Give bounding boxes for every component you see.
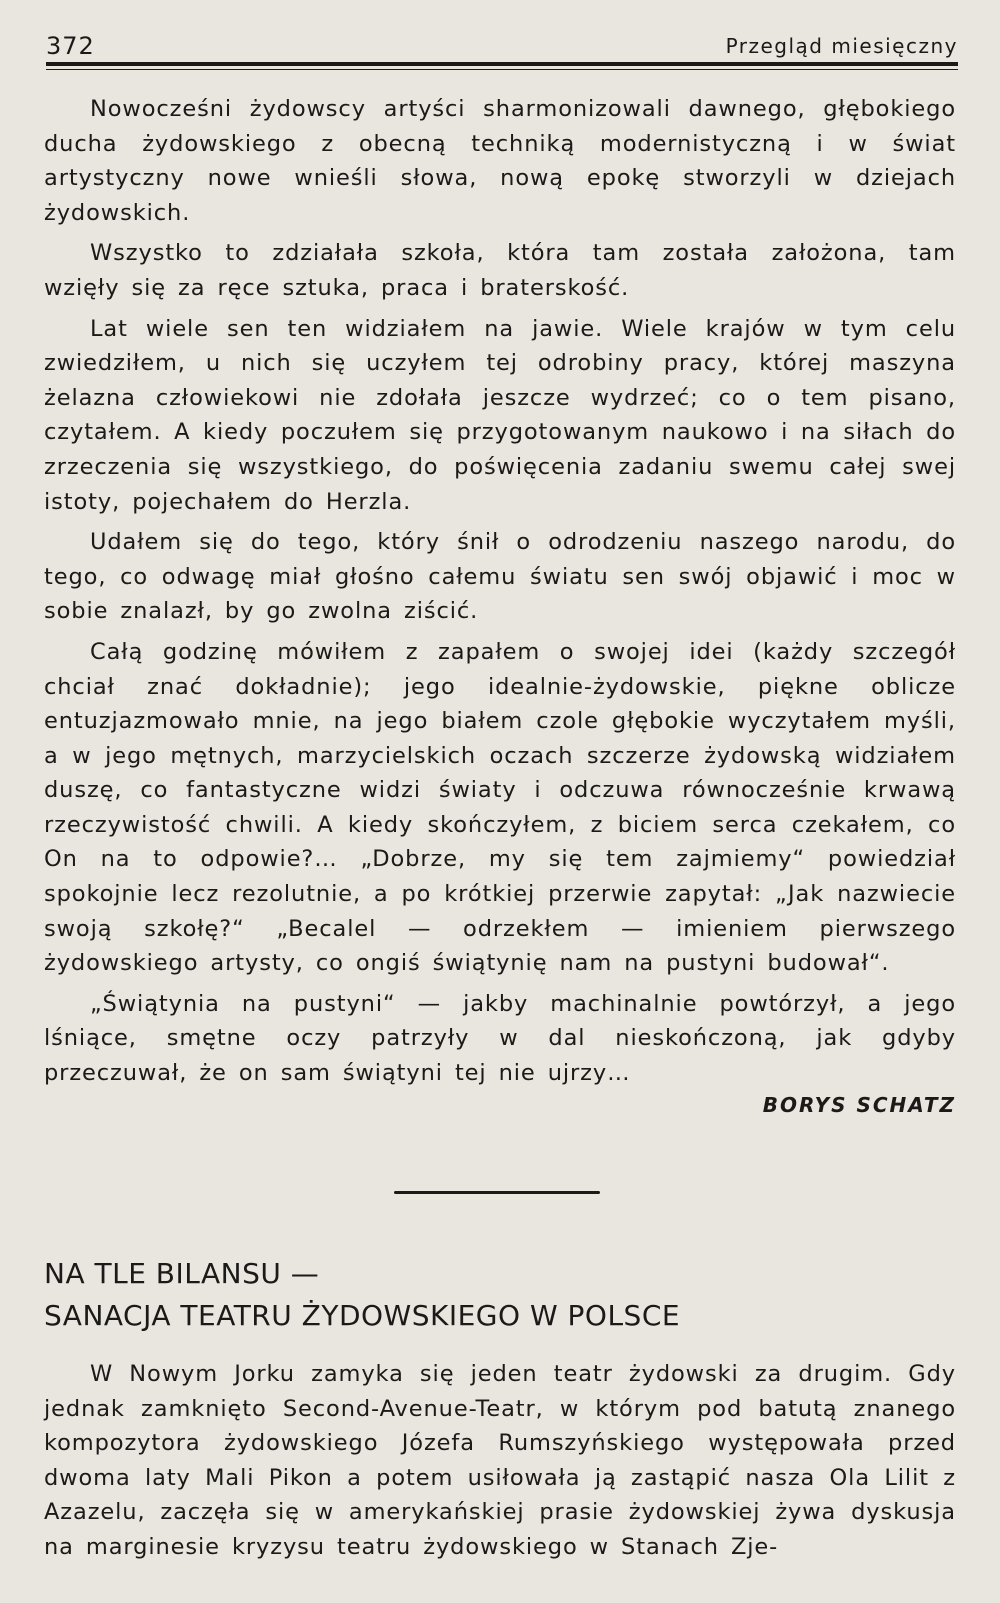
paragraph: Nowocześni żydowscy artyści sharmonizowali dawnego, głębokiego ducha żydowskiego z obecną techniką modernistyczną i w świat artystyczny nowe wnieśli słowa, nową epokę stworzyli w dziejach żydowskich. (44, 96, 956, 226)
article-becalel (44, 92, 956, 1117)
header-rule (46, 62, 958, 66)
paragraph: Udałem się do tego, który śnił o odrodzeniu naszego narodu, do tego, co odwagę miał głośno całemu światu sen swój objawić i moc w sobie znalazł, by go zwolna ziścić. (44, 529, 956, 625)
paragraph: „Świątynia na pustyni“ — jakby machinalnie powtórzył, a jego lśniące, smętne oczy patrzyły w dal nieskończoną, jak gdyby przeczuwał, że on sam świątyni tej nie ujrzy… (44, 990, 956, 1087)
journal-title: Przegląd miesięczny (725, 34, 958, 58)
running-header (46, 26, 958, 66)
paragraph: Wszystko to zdziałała szkoła, która tam została założona, tam wzięły się za ręce sztuka, praca i braterskość. (44, 240, 956, 301)
section-divider (394, 1191, 600, 1194)
section-title-line-1: NA TLE BILANSU — (44, 1257, 320, 1290)
header-rule-thin (46, 69, 958, 70)
author-signature: BORYS SCHATZ (762, 1092, 956, 1117)
page-number: 372 (46, 32, 95, 60)
section-title-line-2: SANACJA TEATRU ŻYDOWSKIEGO W POLSCE (44, 1299, 681, 1332)
paragraph: Całą godzinę mówiłem z zapałem o swojej idei (każdy szczegół chciał znać dokładnie); jego idealnie-żydowskie, piękne oblicze entuzjazmowało mnie, na jego białem czole głębokie wyczytałem myśli, a w jego mętnych, marzycielskich oczach szczerze żydowską widziałem duszę, co fantastyczne widzi światy i odczuwa równocześnie krwawą rzeczywistość chwili. A kiedy skończyłem, z biciem serca czekałem, co On na to odpowie?… „Dobrze, my się tem zajmiemy“ powiedział spokojnie lecz rezolutnie, a po krótkiej przerwie zapytał: „Jak nazwiecie swoją szkołę?“ „Becalel — odrzekłem — imieniem pierwszego żydowskiego artysty, co ongiś świątynię nam na pustyni budował“. (44, 638, 956, 977)
paragraph: Lat wiele sen ten widziałem na jawie. Wiele krajów w tym celu zwiedziłem, u nich się uczyłem tej odrobiny pracy, której maszyna żelazna człowiekowi nie zdołała jeszcze wydrzeć; co o tem pisano, czytałem. A kiedy poczułem się przygotowanym naukowo i na siłach do zrzeczenia się wszystkiego, do poświęcenia zadaniu swemu całej swej istoty, pojechałem do Herzla. (44, 315, 956, 515)
article-theatre (44, 1357, 956, 1571)
section-title (44, 1253, 956, 1337)
paragraph: W Nowym Jorku zamyka się jeden teatr żydowski za drugim. Gdy jednak zamknięto Second-Avenue-Teatr, w którym pod batutą znanego kompozytora żydowskiego Józefa Rumszyńskiego występowała przed dwoma laty Mali Pikon a potem usiłowała ją zastąpić nasza Ola Lilit z Azazelu, zaczęła się w amerykańskiej prasie żydowskiej żywa dyskusja na marginesie kryzysu teatru żydowskiego w Stanach Zje- (44, 1361, 956, 1560)
